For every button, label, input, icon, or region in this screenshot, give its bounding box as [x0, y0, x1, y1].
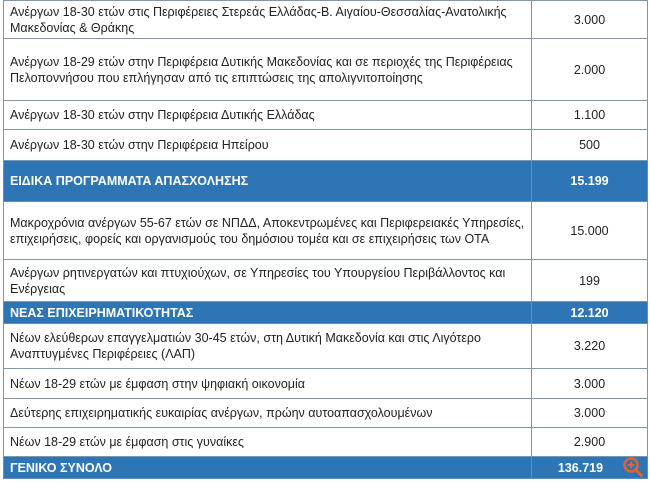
grand-total-row	[4, 457, 648, 479]
row-value: 199	[532, 260, 648, 302]
section-value: 15.199	[532, 161, 648, 202]
total-label: ΓΕΝΙΚΟ ΣΥΝΟΛΟ	[4, 457, 532, 479]
total-value: 136.719	[532, 457, 648, 479]
table-row	[4, 1, 648, 39]
row-value: 15.000	[532, 202, 648, 260]
row-label: Νέων ελεύθερων επαγγελματιών 30-45 ετών, στη Δυτική Μακεδονία και στις Λιγότερο Αναπτυγμένες Περιφέρειες (ΛΑΠ)	[4, 324, 532, 369]
table-row	[4, 324, 648, 369]
row-label: Νέων 18-29 ετών με έμφαση στις γυναίκες	[4, 428, 532, 457]
row-value: 3.000	[532, 369, 648, 399]
row-label: Ανέργων 18-30 ετών στην Περιφέρεια Δυτικής Ελλάδας	[4, 101, 532, 130]
section-header-new-entrepreneurship	[4, 302, 648, 324]
section-header-special-programs	[4, 161, 648, 202]
row-value: 1.100	[532, 101, 648, 130]
row-value: 3.000	[532, 399, 648, 428]
section-label: ΕΙΔΙΚΑ ΠΡΟΓΡΑΜΜΑΤΑ ΑΠΑΣΧΟΛΗΣΗΣ	[4, 161, 532, 202]
row-value: 2.000	[532, 39, 648, 101]
programs-table	[3, 0, 648, 479]
section-label: ΝΕΑΣ ΕΠΙΧΕΙΡΗΜΑΤΙΚΟΤΗΤΑΣ	[4, 302, 532, 324]
row-label: Νέων 18-29 ετών με έμφαση στην ψηφιακή οικονομία	[4, 369, 532, 399]
row-value: 500	[532, 130, 648, 161]
section-value: 12.120	[532, 302, 648, 324]
table-row	[4, 130, 648, 161]
row-label: Μακροχρόνια ανέργων 55-67 ετών σε ΝΠΔΔ, Αποκεντρωμένες και Περιφερειακές Υπηρεσίες, επιχειρήσεις, φορείς και οργανισμούς του δημόσιου τομέα και σε επιχειρήσεις των ΟΤΑ	[4, 202, 532, 260]
table-row	[4, 260, 648, 302]
row-label: Ανέργων 18-29 ετών στην Περιφέρεια Δυτικής Μακεδονίας και σε περιοχές της Περιφέρειας Πελοποννήσου που επλήγησαν από τις επιπτώσεις της απολιγνιτοποίησης	[4, 39, 532, 101]
row-value: 2.900	[532, 428, 648, 457]
table-row	[4, 101, 648, 130]
row-value: 3.000	[532, 1, 648, 39]
table-row	[4, 39, 648, 101]
row-value: 3.220	[532, 324, 648, 369]
row-label: Ανέργων 18-30 ετών στην Περιφέρεια Ηπείρου	[4, 130, 532, 161]
row-label: Δεύτερης επιχειρηματικής ευκαιρίας ανέργων, πρώην αυτοαπασχολουμένων	[4, 399, 532, 428]
zoom-in-icon[interactable]	[622, 456, 644, 478]
row-label: Ανέργων ρητινεργατών και πτυχιούχων, σε Υπηρεσίες του Υπουργείου Περιβάλλοντος και Ενέργειας	[4, 260, 532, 302]
row-label: Ανέργων 18-30 ετών στις Περιφέρειες Στερεάς Ελλάδας-Β. Αιγαίου-Θεσσαλίας-Ανατολικής Μακεδονίας & Θράκης	[4, 1, 532, 39]
table-row	[4, 202, 648, 260]
table-row	[4, 369, 648, 399]
table-row	[4, 428, 648, 457]
table-row	[4, 399, 648, 428]
